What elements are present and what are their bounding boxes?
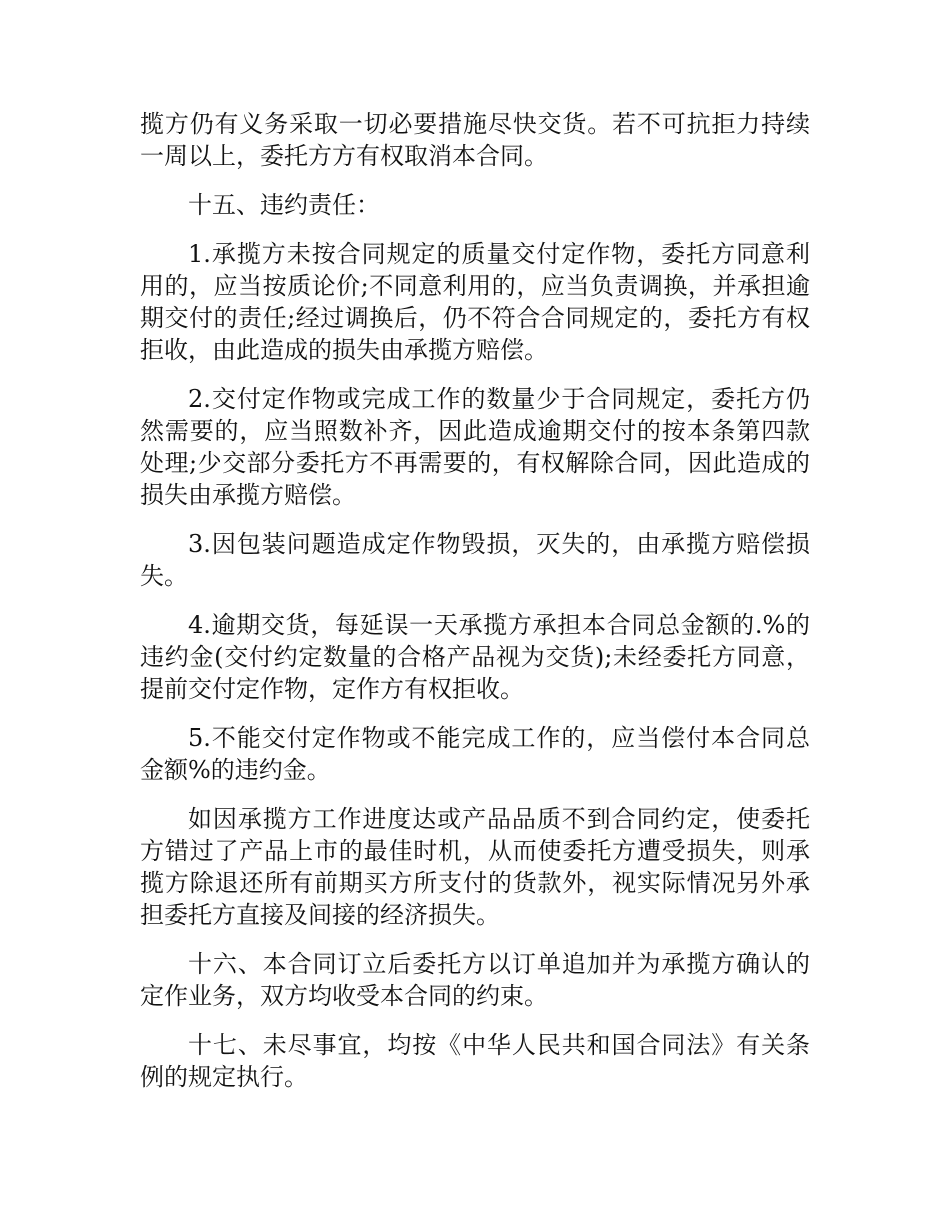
section-heading-breach-liability: 十五、违约责任：	[188, 191, 380, 219]
clause-2-quantity: 2.交付定作物或完成工作的数量少于合同规定，委托方仍然需要的，应当照数补齐，因此造成逾期交付的按本条第四款处理;少交部分委托方不再需要的，有权解除合同，因此造成的损失由承揽方赔偿。	[140, 385, 810, 509]
clause-1-quality: 1.承揽方未按合同规定的质量交付定作物，委托方同意利用的，应当按质论价;不同意利用的，应当负责调换，并承担逾期交付的责任;经过调换后，仍不符合合同规定的，委托方有权拒收，由此造成的损失由承揽方赔偿。	[140, 240, 810, 364]
section-17-unresolved-matters: 十七、未尽事宜，均按《中华人民共和国合同法》有关条例的规定执行。	[140, 1031, 810, 1091]
clause-4-late-delivery: 4.逾期交货，每延误一天承揽方承担本合同总金额的.%的违约金(交付约定数量的合格产品视为交货);未经委托方同意，提前交付定作物，定作方有权拒收。	[140, 611, 810, 703]
clause-5-non-delivery: 5.不能交付定作物或不能完成工作的，应当偿付本合同总金额%的违约金。	[140, 724, 810, 784]
paragraph-force-majeure-continuation: 揽方仍有义务采取一切必要措施尽快交货。若不可抗拒力持续一周以上，委托方方有权取消本合同。	[140, 110, 810, 170]
document-body	[140, 108, 810, 1110]
clause-3-packaging: 3.因包装问题造成定作物毁损，灭失的，由承揽方赔偿损失。	[140, 530, 810, 590]
section-16-additional-orders: 十六、本合同订立后委托方以订单追加并为承揽方确认的定作业务，双方均收受本合同的约束。	[140, 950, 810, 1010]
paragraph-market-timing-loss: 如因承揽方工作进度达或产品品质不到合同约定，使委托方错过了产品上市的最佳时机，从而使委托方遭受损失，则承揽方除退还所有前期买方所支付的货款外，视实际情况另外承担委托方直接及间接的经济损失。	[140, 805, 810, 929]
